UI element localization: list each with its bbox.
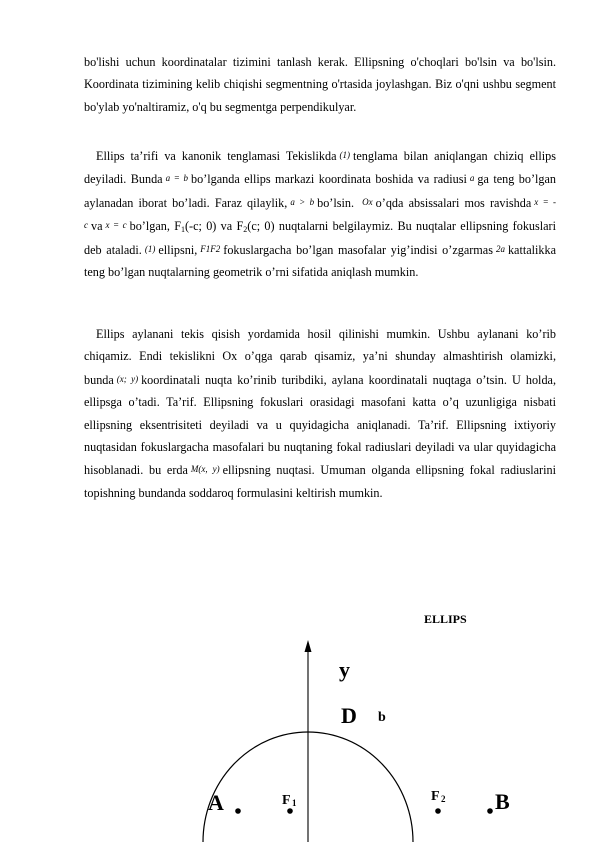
inline-math: Ox — [362, 196, 373, 207]
p2-text: (c; 0) nuqtalarni belgilaymiz. Bu nuqtalar ellipsning fokuslari deb ataladi. — [84, 219, 556, 257]
inline-math: a > b — [290, 196, 315, 207]
inline-math: a — [469, 173, 475, 184]
point-b-label: B — [495, 789, 510, 814]
equation-ref: (1) — [339, 150, 350, 160]
point-f1 — [287, 808, 293, 814]
focus-2-label: F — [431, 789, 440, 804]
inline-math: x = c — [105, 220, 127, 231]
focus-1-subscript: 1 — [292, 798, 297, 808]
point-f2 — [435, 808, 441, 814]
inline-math: a = b — [165, 173, 188, 184]
inline-math: x = - c — [84, 196, 556, 231]
point-a-label: A — [208, 790, 224, 815]
subscript: 2 — [243, 225, 248, 235]
p2-text: tenglama bilan aniqlangan chiziq ellips deyiladi. Bunda — [84, 149, 556, 187]
inline-math: (x; y) — [116, 373, 139, 384]
inline-math: M(x, y) — [190, 464, 220, 475]
p3-text: koordinatali nuqta ko’rinib turibdiki, aylana koordinatali nuqtaga o’tsin. U holda, ellipsga o’tadi. Ta’rif. Ellipsning fokuslari orasidagi masofani katta o’q uzunligiga nisbati ellipsning eksentrisiteti deyiladi va u quyidagicha aniqlanadi. Ta’rif. Ellipsning ixtiyoriy nuqtasidan fokuslargacha masofalari bu nuqtaning fokal radiuslari deyiladi va ular quyidagicha hisoblanadi. bu erda — [84, 372, 556, 478]
inline-math: F1F2 — [200, 243, 221, 254]
p2-text: ga teng bo’lgan aylanadan iborat bo’ladi. Faraz qilaylik, — [84, 172, 556, 210]
inline-math: 2a — [495, 243, 505, 254]
semi-minor-label: b — [378, 710, 386, 725]
point-b — [487, 808, 493, 814]
point-a — [235, 808, 241, 814]
p2-text: fokuslargacha bo’lgan masofalar yig’indisi o’zgarmas — [223, 242, 493, 257]
p2-text: bo’lsin. — [317, 195, 355, 210]
focus-1-label: F — [282, 793, 291, 808]
subscript: 1 — [180, 225, 185, 235]
p2-text: ellipsni, — [158, 242, 198, 257]
point-d-label: D — [341, 703, 357, 728]
paragraph-1-text: bo'lishi uchun koordinatalar tizimini tanlash kerak. Ellipsning o'choqlari bo'lsin va bo'lsin. Koordinata tizimining kelib chiqishi segmentning o'rtasida joylashgan. Biz o'qni ushbu segment bo'ylab yo'naltiramiz, o'q bu segmentga perpendikulyar. — [84, 55, 556, 114]
p2-text: Ellips ta’rifi va kanonik tenglamasi Tekislikda — [96, 149, 337, 163]
p2-text: kattalikka teng bo’lgan nuqtalarning geometrik o’rni sifatida aniqlash mumkin. — [84, 242, 557, 280]
p2-text: (-c; 0) va F — [184, 219, 244, 234]
p2-text: va — [91, 219, 103, 234]
focus-2-subscript: 2 — [441, 794, 446, 804]
y-axis-arrow — [305, 640, 312, 652]
p3-text: Ellips aylanani tekis qisish yordamida hosil qilinishi mumkin. Ushbu aylanani ko’rib chiqamiz. Endi tekislikni Ox o’qga qarab qisamiz, ya’ni shunday almashtirish olamizki, bunda — [84, 327, 556, 387]
p3-text: ellipsning nuqtasi. Umuman olganda ellipsning fokal radiuslarini topishning bundanda soddaroq formulasini keltirish mumkin. — [84, 463, 556, 500]
p2-text: bo’lganda ellips markazi koordinata boshida va radiusi — [191, 172, 467, 187]
y-axis-label: y — [339, 657, 350, 682]
section-title: ELLIPS — [424, 612, 467, 626]
p2-text: bo’lgan, F — [129, 219, 181, 234]
equation-ref: (1) — [144, 243, 156, 254]
p2-text: o’qda absissalari mos ravishda — [375, 195, 532, 210]
